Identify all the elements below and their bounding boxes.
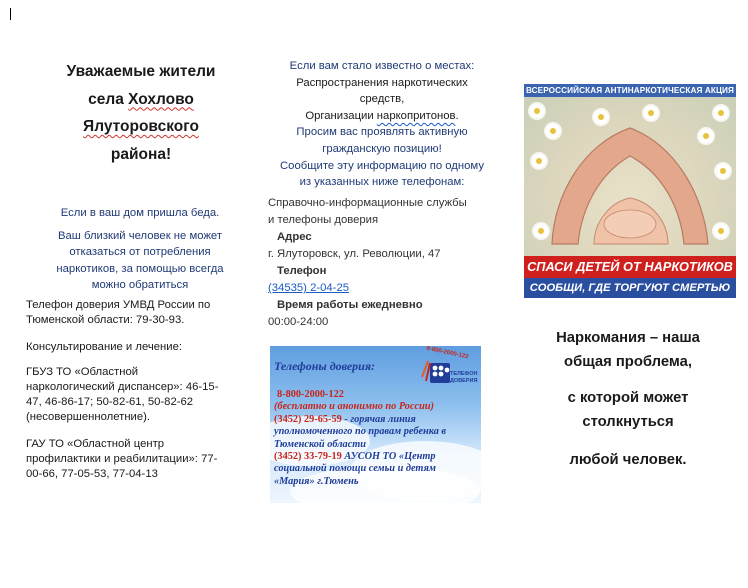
slogan-line-2: общая проблема, [564, 354, 692, 370]
phone-line-6-text: АУСОН ТО «Центр [341, 451, 436, 463]
spellcheck-word-hohlovo: Хохлово [128, 90, 194, 108]
trust-phone-logo [416, 346, 478, 393]
slogan-line-3: с которой может [567, 390, 689, 406]
spellcheck-word-narkopritonov: наркопритонов [376, 109, 456, 122]
intro-line-2: Распространения наркотических [296, 76, 468, 89]
phone-line-5: Тюменской области [274, 438, 366, 450]
text-cursor [10, 8, 11, 20]
help-line-1: Ваш близкий человек не может [57, 229, 223, 242]
trouble-paragraph: Если в ваш дом пришла беда. [60, 207, 220, 219]
trust-phones-title: Телефоны доверия: [274, 359, 376, 373]
logo-line-2: ДОВЕРИЯ [450, 378, 478, 384]
address-value: г. Ялуторовск, ул. Революции, 47 [268, 248, 441, 261]
slogan-line-1: Наркомания – наша [556, 330, 700, 346]
poster-blue-slogan: СООБЩИ, ГДЕ ТОРГУЮТ СМЕРТЬЮ [524, 278, 736, 298]
help-paragraph [34, 228, 246, 294]
helpline-info [268, 195, 496, 332]
gau-line-2: профилактики и реабилитации»: 77- [26, 452, 218, 465]
phone-label: Телефон [277, 265, 327, 278]
gau-contacts [26, 437, 246, 482]
heading-line-3 [36, 113, 246, 141]
poster-campaign-title: ВСЕРОССИЙСКАЯ АНТИНАРКОТИЧЕСКАЯ АКЦИЯ [525, 86, 735, 95]
antidrug-poster [524, 84, 736, 298]
heading-line-4: района! [110, 145, 172, 163]
address-label: Адрес [277, 230, 312, 243]
umvd-trust-phone [26, 298, 246, 328]
phone-link[interactable]: (34535) 2-04-25 [268, 282, 350, 295]
logo-number: 8-800-2000-122 [425, 346, 469, 361]
help-line-4: можно обратиться [91, 279, 189, 291]
phone-line-3-text: - горячая линия [341, 413, 416, 425]
intro-line-8: из указанных ниже телефонам: [299, 176, 465, 189]
slogan-line-5: любой человек. [569, 452, 687, 468]
report-intro [268, 58, 496, 191]
phone-value-row [268, 280, 496, 297]
greeting-heading [36, 58, 246, 168]
umvd-line-2: Тюменской области: 79-30-93. [26, 313, 185, 326]
heading-line-2-text: села [88, 90, 129, 108]
trust-phones-list [274, 389, 480, 488]
gbuz-line-1: ГБУЗ ТО «Областной [26, 365, 139, 378]
hours-label: Время работы ежедневно [277, 299, 423, 312]
help-line-3: наркотиков, за помощью всегда [56, 262, 224, 275]
phone-line-3-number: (3452) 29-65-59 [274, 413, 342, 425]
hours-value: 00:00-24:00 [268, 316, 329, 329]
intro-line-3: средств, [359, 93, 405, 106]
intro-line-6: гражданскую позицию! [322, 142, 442, 155]
slogan-gap [530, 434, 726, 448]
intro-line-4-dot: . [455, 109, 459, 122]
gau-line-3: 00-66, 77-05-53, 77-04-13 [26, 467, 158, 480]
intro-line-7: Сообщите эту информацию по одному [280, 159, 484, 172]
umvd-line-1: Телефон доверия УМВД России по [26, 298, 211, 311]
intro-line-4-text: Организации [305, 109, 377, 122]
logo-line-1: ТЕЛЕФОН [450, 371, 478, 377]
poster-red-slogan: СПАСИ ДЕТЕЙ ОТ НАРКОТИКОВ [524, 256, 736, 278]
intro-line-4 [268, 108, 496, 125]
phone-line-6 [274, 451, 480, 463]
heading-line-1: Уважаемые жители [66, 63, 216, 80]
services-line-2: и телефоны доверия [268, 213, 379, 226]
intro-line-5: Просим вас проявлять активную [296, 126, 468, 139]
phone-line-8: «Мария» г.Тюмень [274, 475, 359, 487]
intro-line-1: Если вам стало известно о местах: [289, 60, 475, 72]
phone-line-3 [274, 414, 480, 426]
services-line-1: Справочно-информационные службы [268, 196, 467, 209]
gau-line-1: ГАУ ТО «Областной центр [26, 437, 165, 450]
heading-line-2 [36, 86, 246, 114]
phone-line-7: социальной помощи семьи и детям [274, 463, 436, 475]
gbuz-line-4: (несовершеннолетние). [26, 410, 151, 423]
phone-line-1: 8-800-2000-122 [277, 389, 344, 400]
sheltering-hands-icon [524, 84, 736, 256]
slogan-line-4: столкнуться [582, 414, 674, 430]
spellcheck-word-yalutorovskogo: Ялуторовского [83, 118, 199, 135]
gbuz-line-3: 47, 46-86-17; 50-82-61, 50-82-62 [26, 395, 194, 408]
slogan-gap [530, 374, 726, 386]
slogan-block [530, 326, 726, 472]
trust-phones-image [270, 346, 481, 503]
gbuz-contacts [26, 365, 246, 425]
middle-column [268, 58, 496, 332]
phone-line-6-number: (3452) 33-79-19 [274, 451, 342, 463]
left-column [26, 58, 246, 482]
consult-label: Консультирование и лечение: [26, 340, 183, 353]
phone-line-2: (бесплатно и анонимно по России) [274, 401, 434, 413]
gbuz-line-2: наркологический диспансер»: 46-15- [26, 380, 219, 393]
phone-line-4: уполномоченного по правам ребенка в [274, 426, 447, 438]
help-line-2: отказаться от потребления [69, 246, 211, 258]
